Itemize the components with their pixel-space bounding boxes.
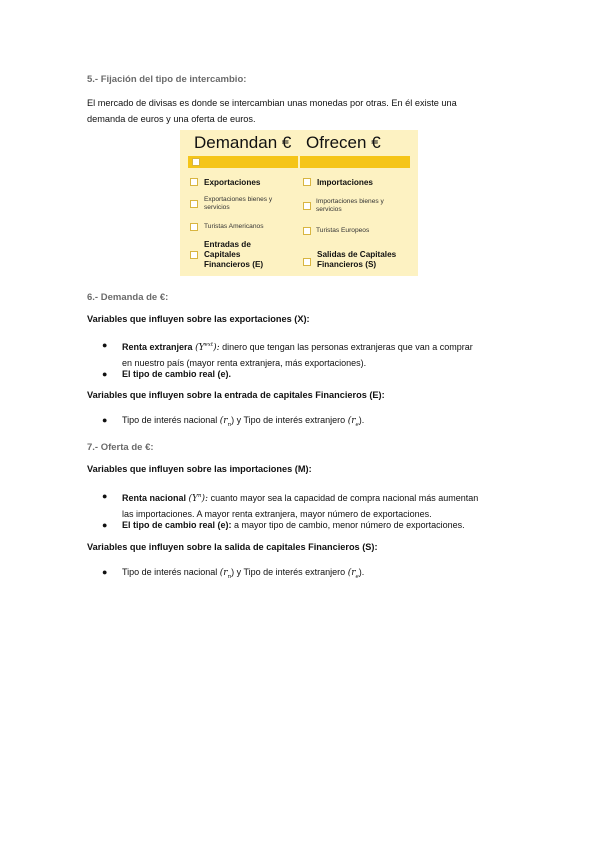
exports-variables-heading: Variables que influyen sobre las exportaciones (X): <box>87 314 310 324</box>
foreign-income-line-2: en nuestro país (mayor renta extranjera, más exportaciones). <box>122 357 367 368</box>
exports-goods-item <box>204 196 272 212</box>
national-rate-symbol: (r <box>219 416 228 426</box>
national-rate-subscript: n <box>227 421 232 428</box>
checkbox-icon <box>190 251 198 259</box>
left-header: Demandan € <box>194 133 292 152</box>
foreign-income-superscript: ext <box>204 342 214 348</box>
exports-item: Exportaciones <box>204 178 261 187</box>
inflows-line-1: Entradas de <box>204 240 251 249</box>
bullet-icon: ● <box>102 340 108 350</box>
national-income-term: Renta nacional <box>122 493 187 503</box>
section-7-title: 7.- Oferta de €: <box>87 442 154 453</box>
left-header-bar <box>188 156 298 168</box>
foreign-income-text: dinero que tengan las personas extranjeras que van a comprar <box>219 342 473 352</box>
checkbox-icon <box>303 227 311 235</box>
foreign-rate-symbol: (r <box>347 568 356 578</box>
tourists-european-item: Turistas Europeos <box>316 227 370 234</box>
section-5-paragraph <box>87 95 517 127</box>
foreign-rate-text: ) y Tipo de interés extranjero <box>231 567 346 577</box>
inflows-line-2: Capitales <box>204 250 241 259</box>
checkbox-icon <box>190 223 198 231</box>
exports-goods-line-1: Exportaciones bienes y <box>204 196 273 203</box>
checkbox-icon <box>303 202 311 210</box>
national-rate-subscript: n <box>227 573 232 580</box>
imports-item: Importaciones <box>317 178 373 187</box>
foreign-income-symbol: (Y <box>195 343 205 353</box>
checkbox-icon <box>190 200 198 208</box>
checkbox-icon <box>303 178 311 186</box>
national-rate-text: Tipo de interés nacional <box>122 567 218 577</box>
national-rate-symbol: (r <box>219 568 228 578</box>
paragraph-line-1: El mercado de divisas es donde se intercambian unas monedas por otras. En él existe una <box>87 98 457 108</box>
tourists-american-item: Turistas Americanos <box>204 223 264 230</box>
national-income-line-2: las importaciones. A mayor renta extranjera, mayor número de exportaciones. <box>122 508 432 519</box>
real-exchange-rate-bullet: El tipo de cambio real (e). <box>122 369 232 379</box>
checkbox-icon <box>192 158 200 166</box>
section-5-title: 5.- Fijación del tipo de intercambio: <box>87 74 247 85</box>
foreign-rate-symbol: (r <box>347 416 356 426</box>
section-6-title: 6.- Demanda de €: <box>87 292 169 303</box>
foreign-income-term: Renta extranjera <box>122 342 193 352</box>
outflows-line-1: Salidas de Capitales <box>317 250 397 259</box>
national-income-superscript: n <box>197 493 202 499</box>
bullet-icon: ● <box>102 567 108 577</box>
national-income-symbol: (Y <box>188 494 198 504</box>
interest-rate-bullet-outflow <box>122 565 522 584</box>
right-header: Ofrecen € <box>306 133 381 152</box>
euro-demand-supply-table <box>180 130 418 276</box>
foreign-income-bullet <box>122 338 522 370</box>
bullet-icon: ● <box>102 415 108 425</box>
imports-goods-line-2: servicios <box>316 206 342 213</box>
inflows-line-3: Financieros (E) <box>204 260 264 269</box>
foreign-rate-subscript: e <box>355 573 359 580</box>
foreign-rate-text: ) y Tipo de interés extranjero <box>231 415 346 425</box>
national-rate-text: Tipo de interés nacional <box>122 415 218 425</box>
foreign-income-close: ): <box>213 343 220 353</box>
national-income-text: cuanto mayor sea la capacidad de compra nacional más aumentan <box>208 493 479 503</box>
imports-goods-line-1: Importaciones bienes y <box>316 198 384 205</box>
bullet-icon: ● <box>102 491 108 501</box>
foreign-rate-subscript: e <box>355 421 359 428</box>
capital-inflows-item <box>204 240 263 270</box>
bullet-icon: ● <box>102 369 108 379</box>
real-exchange-rate-term: El tipo de cambio real (e): <box>122 520 232 530</box>
national-income-bullet <box>122 489 522 521</box>
imports-goods-item <box>316 198 384 214</box>
capital-outflow-heading: Variables que influyen sobre la salida de capitales Financieros (S): <box>87 542 378 552</box>
paragraph-line-2: demanda de euros y una oferta de euros. <box>87 114 256 124</box>
rate-end: ). <box>358 415 365 425</box>
capital-outflows-item <box>317 250 396 270</box>
national-income-close: ): <box>201 494 209 504</box>
real-exchange-rate-bullet-supply <box>122 518 522 533</box>
outflows-line-2: Financieros (S) <box>317 260 377 269</box>
exports-goods-line-2: servicios <box>204 204 230 211</box>
checkbox-icon <box>303 258 311 266</box>
interest-rate-bullet-inflow <box>122 413 522 432</box>
checkbox-icon <box>190 178 198 186</box>
capital-inflow-heading: Variables que influyen sobre la entrada de capitales Financieros (E): <box>87 390 385 400</box>
right-header-bar <box>300 156 410 168</box>
real-exchange-rate-text: a mayor tipo de cambio, menor número de exportaciones. <box>231 520 465 530</box>
imports-variables-heading: Variables que influyen sobre las importaciones (M): <box>87 464 312 474</box>
bullet-icon: ● <box>102 520 108 530</box>
rate-end: ). <box>358 567 365 577</box>
